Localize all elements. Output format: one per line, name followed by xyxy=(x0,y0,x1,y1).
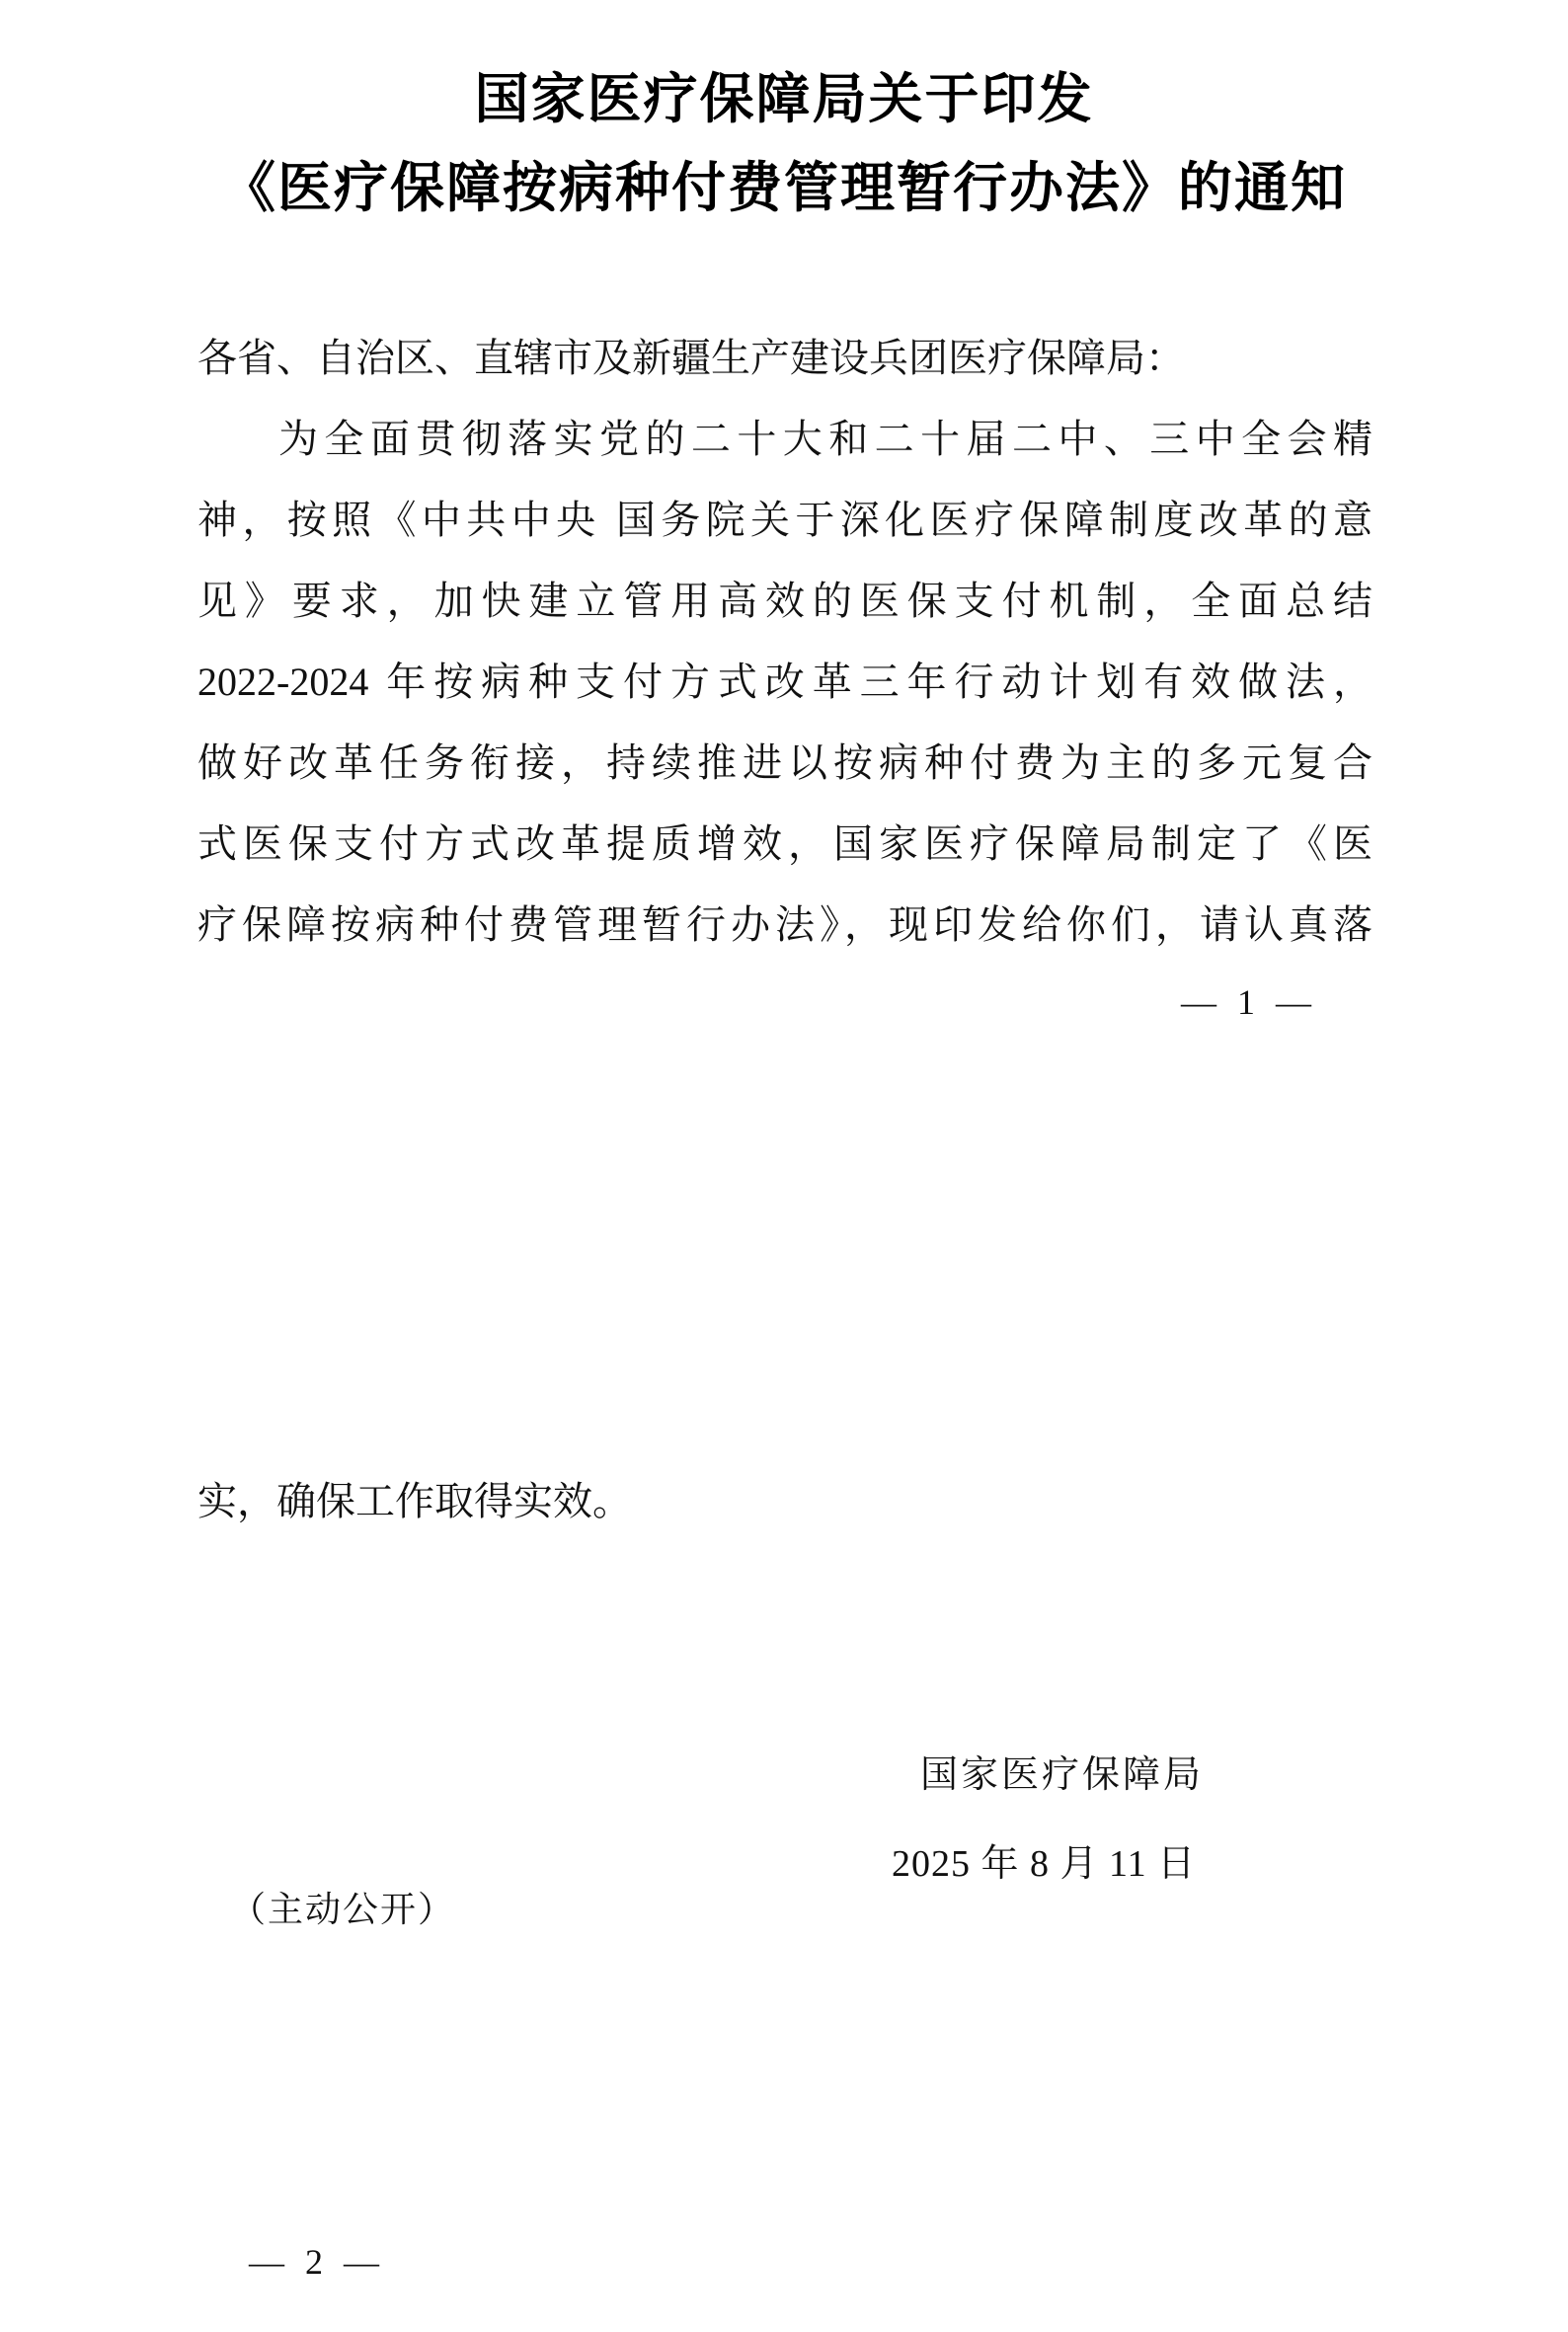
page-1-body xyxy=(197,318,1372,966)
body-line: 做好改革任务衔接，持续推进以按病种付费为主的多元复合 xyxy=(197,740,1372,785)
disclosure-note: （主动公开） xyxy=(230,1890,456,1929)
issue-date: 2025 年 8 月 11 日 xyxy=(892,1843,1197,1885)
page-1-number: — 1 — xyxy=(1181,982,1317,1022)
body-line: 疗保障按病种付费管理暂行办法》，现印发给你们，请认真落 xyxy=(197,902,1372,947)
page-2-number: — 2 — xyxy=(249,2242,385,2282)
body-line: 见》要求，加快建立管用高效的医保支付机制，全面总结 xyxy=(197,579,1372,623)
document-title xyxy=(0,55,1568,233)
closing-line: 实，确保工作取得实效。 xyxy=(197,1479,632,1523)
body-line: 为全面贯彻落实党的二十大和二十届二中、三中全会精 xyxy=(278,417,1372,461)
body-line: 式医保支付方式改革提质增效，国家医疗保障局制定了《医 xyxy=(197,821,1372,866)
document-title-line-1: 国家医疗保障局关于印发 xyxy=(474,69,1094,129)
document-title-line-2: 《医疗保障按病种付费管理暂行办法》的通知 xyxy=(220,158,1347,218)
body-line: 神，按照《中共中央 国务院关于深化医疗保障制度改革的意 xyxy=(197,498,1372,542)
issuer-name: 国家医疗保障局 xyxy=(920,1754,1205,1796)
addressee-line: 各省、自治区、直辖市及新疆生产建设兵团医疗保障局： xyxy=(197,336,1185,380)
body-line: 2022-2024 年按病种支付方式改革三年行动计划有效做法， xyxy=(197,660,1372,704)
